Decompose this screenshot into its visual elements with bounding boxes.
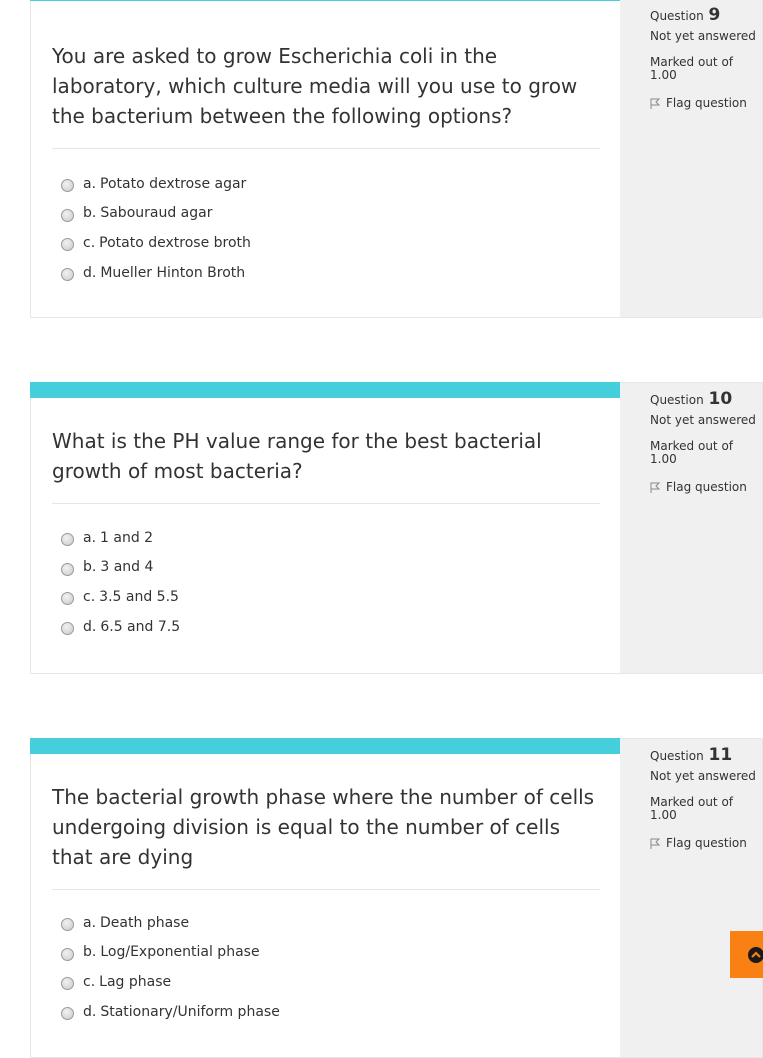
flag-icon xyxy=(650,98,661,109)
answer-list xyxy=(61,908,280,1026)
question-content xyxy=(30,738,620,1058)
divider xyxy=(52,889,600,890)
question-text: You are asked to grow Escherichia coli in the laboratory, which culture media will you use to grow the bacterium between the following options? xyxy=(52,44,578,128)
divider xyxy=(52,148,600,149)
question-10 xyxy=(30,382,763,674)
question-text: What is the PH value range for the best bacterial growth of most bacteria? xyxy=(52,429,542,483)
question-info xyxy=(620,382,763,674)
question-info xyxy=(620,0,763,318)
answer-option-c[interactable]: c. 3.5 and 5.5 xyxy=(61,582,180,612)
answer-option-d[interactable]: d. 6.5 and 7.5 xyxy=(61,612,180,642)
flag-question-link[interactable]: Flag question xyxy=(650,836,762,850)
question-content xyxy=(30,382,620,674)
question-9 xyxy=(30,0,763,318)
radio-button[interactable] xyxy=(61,1007,74,1020)
question-grade: Marked out of 1.00 xyxy=(650,439,734,466)
flag-question-link[interactable]: Flag question xyxy=(650,480,762,494)
question-content xyxy=(30,0,620,318)
question-top-bar xyxy=(30,738,620,754)
radio-button[interactable] xyxy=(61,948,74,961)
answer-option-b[interactable]: b. Sabouraud agar xyxy=(61,199,251,229)
question-number: 9 xyxy=(708,5,721,25)
question-top-bar xyxy=(30,382,620,398)
radio-button[interactable] xyxy=(61,592,74,605)
flag-question-link[interactable]: Flag question xyxy=(650,96,762,110)
question-number-line: Question 11 xyxy=(650,745,733,765)
radio-button[interactable] xyxy=(61,977,74,990)
question-state: Not yet answered xyxy=(650,413,756,427)
question-number-line: Question 10 xyxy=(650,389,733,409)
chevron-up-circle-icon xyxy=(747,946,763,964)
divider xyxy=(52,503,600,504)
question-number-line: Question 9 xyxy=(650,5,721,25)
answer-list xyxy=(61,169,251,287)
question-top-bar xyxy=(30,0,620,1)
radio-button[interactable] xyxy=(61,268,74,281)
question-info xyxy=(620,738,763,1058)
question-grade: Marked out of 1.00 xyxy=(650,795,734,822)
radio-button[interactable] xyxy=(61,563,74,576)
answer-option-a[interactable]: a. 1 and 2 xyxy=(61,523,180,553)
answer-option-c[interactable]: c. Lag phase xyxy=(61,967,280,997)
answer-option-b[interactable]: b. 3 and 4 xyxy=(61,553,180,583)
radio-button[interactable] xyxy=(61,179,74,192)
question-text: The bacterial growth phase where the number of cells undergoing division is equal to the number of cells that are dying xyxy=(52,785,595,869)
question-number: 10 xyxy=(708,389,733,409)
radio-button[interactable] xyxy=(61,622,74,635)
question-state: Not yet answered xyxy=(650,769,756,783)
question-number: 11 xyxy=(708,745,733,765)
back-to-top-button[interactable] xyxy=(730,931,763,978)
flag-icon xyxy=(650,482,661,493)
question-11 xyxy=(30,738,763,1058)
radio-button[interactable] xyxy=(61,533,74,546)
answer-option-a[interactable]: a. Death phase xyxy=(61,908,280,938)
answer-option-d[interactable]: d. Stationary/Uniform phase xyxy=(61,997,280,1027)
question-state: Not yet answered xyxy=(650,29,756,43)
answer-option-a[interactable]: a. Potato dextrose agar xyxy=(61,169,251,199)
radio-button[interactable] xyxy=(61,209,74,222)
flag-icon xyxy=(650,838,661,849)
question-grade: Marked out of 1.00 xyxy=(650,55,734,82)
radio-button[interactable] xyxy=(61,918,74,931)
radio-button[interactable] xyxy=(61,238,74,251)
answer-option-b[interactable]: b. Log/Exponential phase xyxy=(61,938,280,968)
answer-option-c[interactable]: c. Potato dextrose broth xyxy=(61,228,251,258)
answer-option-d[interactable]: d. Mueller Hinton Broth xyxy=(61,258,251,288)
answer-list xyxy=(61,523,180,641)
